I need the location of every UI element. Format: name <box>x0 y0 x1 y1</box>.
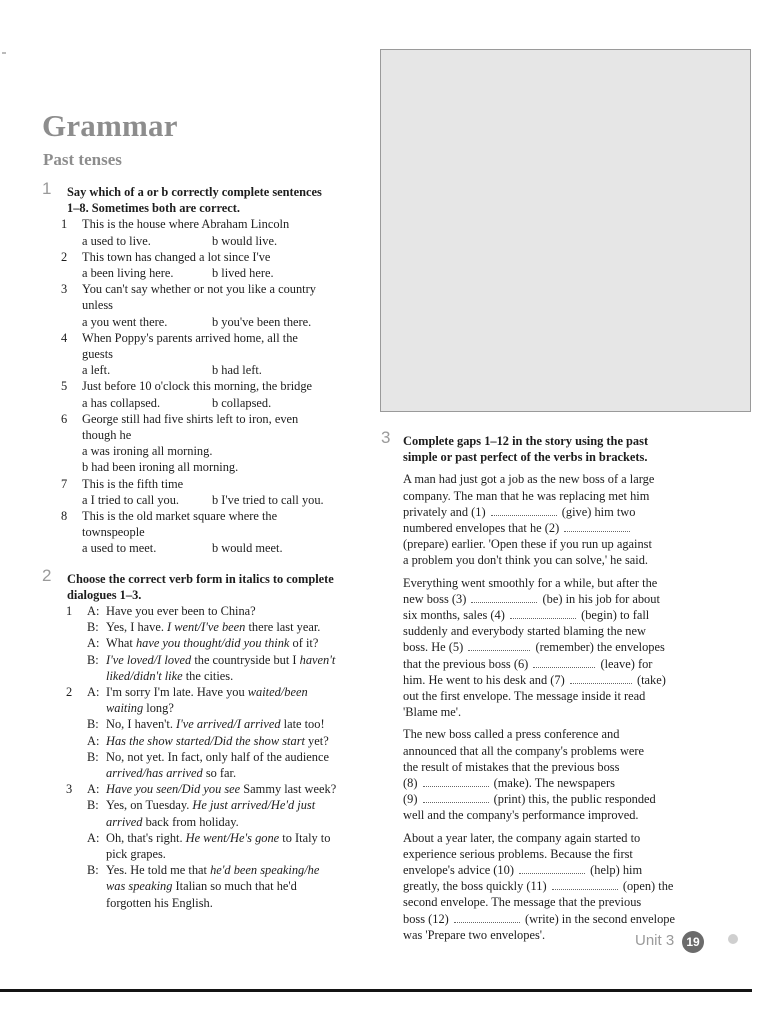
story-line: new boss (3) <box>403 591 467 606</box>
instruction-line: dialogues 1–3. <box>67 587 142 602</box>
gap-7 <box>570 674 632 684</box>
exercise-3-instructions <box>381 428 707 465</box>
story-paragraph-1 <box>383 471 707 568</box>
dialogue-text: back from holiday. <box>142 814 239 829</box>
instruction-line: 1–8. Sometimes both are correct. <box>67 201 240 216</box>
item-text: guests <box>82 346 113 361</box>
gap-2 <box>564 522 630 532</box>
speaker-label: A: <box>87 733 100 748</box>
item-text: though he <box>82 427 132 442</box>
speaker-label: B: <box>87 798 99 813</box>
story-line: experience serious problems. Because the first <box>403 846 633 861</box>
dialogue-3 <box>40 781 372 911</box>
dialogue-text: Yes, on Tuesday. <box>106 798 193 813</box>
speaker-label: B: <box>87 863 99 878</box>
option-a: a been living here. <box>82 266 174 280</box>
item-number: 7 <box>61 476 68 491</box>
exercise-number: 1 <box>42 179 52 198</box>
verb-choice: Has the show started/Did the show start <box>106 733 305 748</box>
instruction-line: simple or past perfect of the verbs in brackets. <box>403 450 648 465</box>
right-column <box>381 428 707 943</box>
story-line: was 'Prepare two envelopes'. <box>403 927 546 942</box>
dialogue-1 <box>40 603 372 684</box>
verb-choice: Have you seen/Did you see <box>106 782 241 797</box>
story-line: (write) in the second envelope <box>525 911 676 926</box>
dialogue-text: the cities. <box>182 668 234 683</box>
item-text: You can't say whether or not you like a country <box>82 282 316 297</box>
item-text: This is the fifth time <box>82 476 184 491</box>
item-number: 8 <box>61 508 68 523</box>
instruction-line: Complete gaps 1–12 in the story using the past <box>403 434 649 448</box>
story-line: a problem you don't think you can solve,' he said. <box>403 553 649 568</box>
dialogue-2 <box>40 684 372 781</box>
item-number: 5 <box>61 379 68 394</box>
gap-3 <box>471 593 537 603</box>
unit-label: Unit 3 <box>635 932 675 949</box>
dialogue-text: Italian so much that he'd <box>172 879 297 894</box>
story-line: second envelope. The message that the previous <box>403 895 642 910</box>
story-line: (open) the <box>622 879 674 894</box>
speaker-label: B: <box>87 717 99 732</box>
verb-choice: I went/I've been <box>167 620 246 635</box>
item-text: This is the old market square where the <box>82 508 278 523</box>
story-line: (give) him two <box>561 504 636 519</box>
exercise-1-item <box>40 281 372 330</box>
speaker-label: A: <box>87 684 100 699</box>
story-line: numbered envelopes that he (2) <box>403 521 560 536</box>
dialogue-number: 1 <box>66 603 73 618</box>
option-a: a left. <box>82 363 111 378</box>
option-b: b had left. <box>212 363 262 378</box>
option-a: a you went there. <box>82 314 168 329</box>
item-text: When Poppy's parents arrived home, all the <box>82 330 298 345</box>
dialogue-text: forgotten his English. <box>106 895 213 910</box>
speaker-label: B: <box>87 749 99 764</box>
verb-choice: I've loved/I loved <box>106 652 192 667</box>
dialogue-text: Oh, that's right. <box>106 830 186 845</box>
instruction-line: Say which of a or b correctly complete sentences <box>67 185 322 199</box>
item-text: This town has changed a lot since I've <box>82 249 271 264</box>
story-line: six months, sales (4) <box>403 608 505 623</box>
dialogue-text: yet? <box>304 733 329 748</box>
gap-6 <box>533 658 595 668</box>
option-b: b I've tried to call you. <box>212 492 324 507</box>
option-a: a has collapsed. <box>82 395 161 410</box>
item-text: George still had five shirts left to iron, even <box>82 411 299 426</box>
story-line: (make). The newspapers <box>493 776 615 791</box>
speaker-label: A: <box>87 636 100 651</box>
exercise-1-instructions <box>40 179 372 216</box>
dialogue-text: Yes. He told me that <box>106 863 211 878</box>
verb-choice: was speaking <box>106 879 173 894</box>
dialogue-text: so far. <box>202 766 237 780</box>
option-b: b you've been there. <box>212 314 312 329</box>
story-line: boss. He (5) <box>403 640 464 655</box>
option-a: a used to meet. <box>82 541 157 556</box>
item-text: unless <box>82 298 113 313</box>
verb-choice: He just arrived/He'd just <box>192 798 316 813</box>
story-paragraph-3 <box>383 726 707 823</box>
option-b: b would meet. <box>212 541 283 556</box>
story-line: (remember) the envelopes <box>535 640 665 655</box>
illustration <box>380 49 751 412</box>
story-line: (leave) for <box>600 656 653 671</box>
story-line: envelope's advice (10) <box>403 863 514 878</box>
section-subtitle: Past tenses <box>43 150 122 169</box>
story-line: announced that all the company's problems were <box>403 743 645 758</box>
dialogue-text: Yes, I have. <box>106 620 168 635</box>
story-paragraph-2 <box>383 575 707 721</box>
dialogue-number: 2 <box>66 684 73 699</box>
speaker-label: A: <box>87 830 100 845</box>
verb-choice: haven't <box>299 652 336 667</box>
verb-choice: waited/been <box>247 684 308 699</box>
speaker-label: A: <box>87 782 100 797</box>
exercise-number: 2 <box>42 565 52 585</box>
story-line: (print) this, the public responded <box>493 792 656 807</box>
dialogue-text: the countryside but I <box>191 652 300 667</box>
item-number: 1 <box>61 217 68 232</box>
verb-choice: arrived/has arrived <box>106 766 203 780</box>
story-line: The new boss called a press conference and <box>403 727 620 742</box>
story-line: privately and (1) <box>403 504 486 519</box>
gap-4 <box>510 609 576 619</box>
option-a: a was ironing all morning. <box>82 444 213 459</box>
option-a: a I tried to call you. <box>82 492 180 507</box>
story-line: well and the company's performance improved. <box>403 808 639 823</box>
gap-10 <box>519 864 585 874</box>
speaker-label: B: <box>87 620 99 635</box>
dialogue-text: late too! <box>280 717 325 732</box>
left-column <box>40 179 372 911</box>
gap-12 <box>454 913 520 923</box>
speaker-label: A: <box>87 603 100 618</box>
story-line: (8) <box>403 776 418 791</box>
item-text: townspeople <box>82 525 145 540</box>
story-line: suddenly and everybody started blaming the new <box>403 624 646 639</box>
option-a: a used to live. <box>82 233 151 248</box>
verb-choice: waiting <box>106 701 144 716</box>
story-line: (be) in his job for about <box>542 591 660 606</box>
story-line: About a year later, the company again started to <box>403 830 641 845</box>
option-b: b collapsed. <box>212 395 272 410</box>
dialogue-text: Sammy last week? <box>240 782 337 797</box>
story-line: (take) <box>636 672 666 687</box>
exercise-1-item <box>40 249 372 281</box>
item-text: Just before 10 o'clock this morning, the bridge <box>82 379 313 394</box>
dialogue-text: No, not yet. In fact, only half of the audience <box>106 749 329 764</box>
exercise-number: 3 <box>381 428 391 447</box>
exercise-1-item <box>40 411 372 476</box>
story-line: (begin) to fall <box>581 608 650 623</box>
page-title: Grammar <box>42 108 178 143</box>
exercise-1-item <box>40 476 372 508</box>
dialogue-text: No, I haven't. <box>106 717 177 732</box>
verb-choice: arrived <box>106 814 143 829</box>
item-number: 2 <box>61 249 68 264</box>
story-line: A man had just got a job as the new boss of a large <box>403 472 655 487</box>
exercise-1-item <box>40 378 372 410</box>
item-text: This is the house where Abraham Lincoln <box>82 217 290 232</box>
story-line: (help) him <box>590 863 643 878</box>
gap-8 <box>423 777 489 787</box>
story-line: (9) <box>403 792 418 807</box>
option-b: b lived here. <box>212 266 274 280</box>
story-line: (prepare) earlier. 'Open these if you run up against <box>403 537 652 552</box>
dialogue-text: pick grapes. <box>106 847 166 862</box>
story-paragraph-4 <box>383 830 707 943</box>
gap-9 <box>423 793 489 803</box>
item-number: 3 <box>61 282 68 297</box>
gap-11 <box>552 880 618 890</box>
dialogue-text: long? <box>143 701 174 716</box>
story-line: him. He went to his desk and (7) <box>403 672 565 687</box>
story-line: greatly, the boss quickly (11) <box>403 879 547 894</box>
item-number: 4 <box>61 330 68 345</box>
verb-choice: liked/didn't like <box>106 668 183 683</box>
gap-5 <box>468 641 530 651</box>
speaker-label: B: <box>87 652 99 667</box>
verb-choice: he'd been speaking/he <box>210 863 320 878</box>
verb-choice: have you thought/did you think <box>135 636 290 651</box>
exercise-2-instructions <box>40 565 372 603</box>
dialogue-text: I'm sorry I'm late. Have you <box>106 684 248 699</box>
dialogue-text: there last year. <box>245 620 321 635</box>
story-line: that the previous boss (6) <box>403 656 529 671</box>
gap-1 <box>491 506 557 516</box>
dialogue-text: What <box>106 636 136 651</box>
story-line: out the first envelope. The message inside it read <box>403 689 646 704</box>
decorative-dot <box>728 934 738 944</box>
instruction-line: Choose the correct verb form in italics to complete <box>67 571 334 586</box>
dialogue-number: 3 <box>66 782 73 797</box>
exercise-1-item <box>40 508 372 557</box>
exercise-1-item <box>40 216 372 248</box>
page-number-badge: 19 <box>682 931 704 953</box>
story-line: company. The man that he was replacing met him <box>403 488 650 503</box>
story-line: boss (12) <box>403 911 449 926</box>
dialogue-text: to Italy to <box>279 830 331 845</box>
story-line: the result of mistakes that the previous boss <box>403 759 620 774</box>
dialogue-text: of it? <box>289 636 319 651</box>
story-line: 'Blame me'. <box>403 705 462 720</box>
option-b: b had been ironing all morning. <box>82 460 239 475</box>
verb-choice: He went/He's gone <box>185 830 280 845</box>
item-number: 6 <box>61 411 68 426</box>
option-b: b would live. <box>212 233 278 248</box>
story-line: Everything went smoothly for a while, but after the <box>403 575 658 590</box>
dialogue-text: Have you ever been to China? <box>106 603 256 618</box>
bottom-rule <box>0 989 752 992</box>
scan-mark <box>2 52 6 54</box>
verb-choice: I've arrived/I arrived <box>176 717 281 732</box>
exercise-1-item <box>40 330 372 379</box>
